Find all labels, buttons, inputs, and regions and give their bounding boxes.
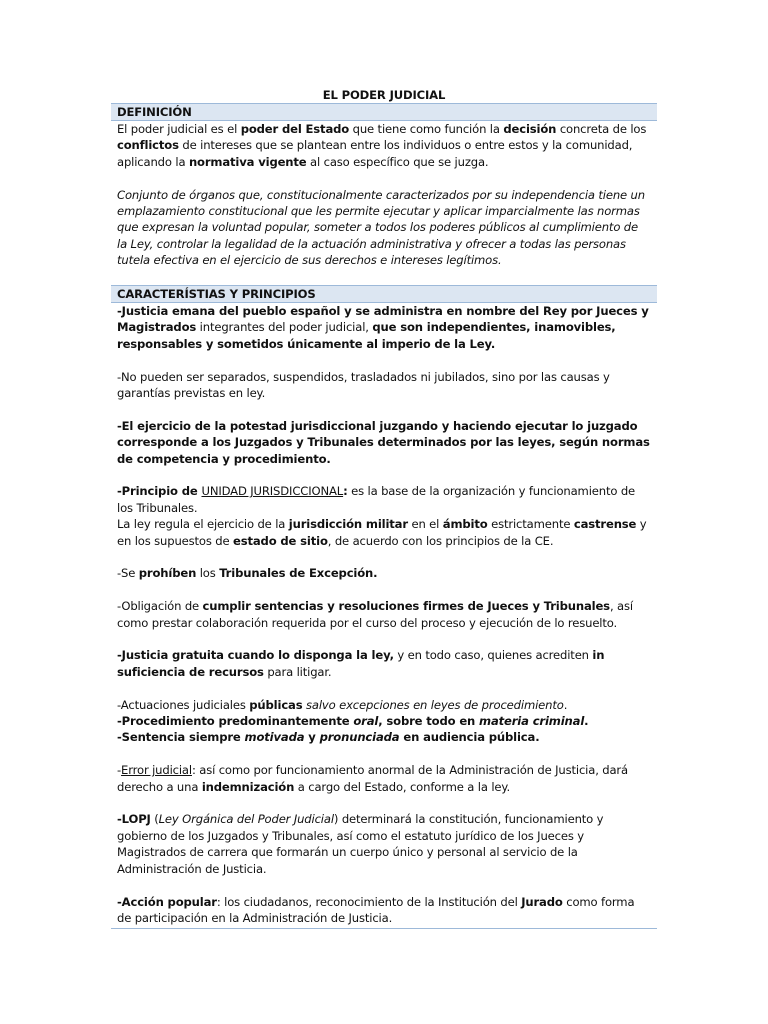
text-run: en el xyxy=(407,517,443,532)
text-run: jurisdicción militar xyxy=(288,517,408,532)
text-run: ámbito xyxy=(442,517,488,532)
paragraph-spacer xyxy=(117,467,651,483)
text-run: . xyxy=(584,714,589,729)
text-run: , sobre todo en xyxy=(378,714,480,729)
section-body xyxy=(111,121,657,269)
text-run: -Procedimiento predominantemente xyxy=(117,714,354,729)
paragraph xyxy=(117,303,651,352)
text-run: -Principio de xyxy=(117,484,202,499)
text-run: La ley regula el ejercicio de la xyxy=(117,517,289,532)
text-run: : así como por funcionamiento anormal de la Administración de Justicia, dará derecho a una xyxy=(117,763,629,794)
text-run: El poder judicial es el xyxy=(117,122,241,136)
text-run: ) determinará la constitución, funcionamiento y gobierno de los Juzgados y Tribunales, así como el estatuto jurídico de los Jueces y Magistrados de carrera que formarán un cuerpo único y personal al servicio de la Administración de Justicia. xyxy=(117,812,604,876)
text-run: -Justicia emana del pueblo español y se administra en nombre del Rey por Jueces y Magistrados xyxy=(117,304,649,335)
table-bottom-border xyxy=(111,926,657,929)
text-run: poder del Estado xyxy=(240,122,350,136)
text-run: los xyxy=(196,566,220,581)
paragraph xyxy=(117,697,651,746)
paragraph xyxy=(117,418,651,467)
text-run: como forma de participación en la Administración de Justicia. xyxy=(117,894,635,925)
text-run: Tribunales de Excepción. xyxy=(219,566,378,581)
text-run: integrantes del poder judicial, xyxy=(196,320,373,335)
text-run: estado de sitio xyxy=(233,533,328,548)
paragraph xyxy=(117,811,651,877)
text-run: de intereses que se plantean entre los individuos o entre estos y la comunidad, aplicando la xyxy=(117,138,633,169)
paragraph xyxy=(117,369,651,402)
text-run: -El ejercicio de la potestad jurisdiccional juzgando y haciendo ejecutar lo juzgado corresponde a los Juzgados y Tribunales determinados por las leyes, según normas de competencia y procedimiento. xyxy=(117,418,650,466)
text-run: prohíben xyxy=(138,566,197,581)
text-run: Jurado xyxy=(521,894,563,909)
text-run: y en los supuestos de xyxy=(117,517,647,548)
paragraph xyxy=(117,187,651,269)
paragraph-spacer xyxy=(117,680,651,696)
text-run: cumplir sentencias y resoluciones firmes de Jueces y Tribunales xyxy=(202,599,610,614)
text-run: castrense xyxy=(573,517,637,532)
document-title: EL PODER JUDICIAL xyxy=(322,88,446,102)
paragraph-spacer xyxy=(117,746,651,762)
paragraph xyxy=(117,565,651,581)
text-run: al caso específico que se juzga. xyxy=(306,154,489,169)
text-run: . xyxy=(563,697,568,712)
text-run: Error judicial xyxy=(121,763,192,778)
text-run: , de acuerdo con los principios de la CE. xyxy=(327,533,554,548)
text-run: indemnización xyxy=(201,779,295,794)
text-run: normativa vigente xyxy=(188,154,307,169)
text-run: y xyxy=(304,730,320,745)
paragraph-spacer xyxy=(117,170,651,186)
paragraph xyxy=(117,762,651,795)
text-run: conflictos xyxy=(117,138,179,153)
text-run: que son independientes, inamovibles, responsables y sometidos únicamente al imperio de la Ley. xyxy=(117,320,616,351)
text-run: pronunciada xyxy=(319,730,400,745)
text-run: : xyxy=(343,484,348,499)
text-run: - xyxy=(117,763,122,778)
paragraph xyxy=(117,598,651,631)
text-run: a cargo del Estado, conforme a la ley. xyxy=(294,779,510,794)
section-header: CARACTERÍSTIAS Y PRINCIPIOS xyxy=(111,285,657,303)
text-run: y en todo caso, quienes acrediten xyxy=(393,648,593,663)
paragraph xyxy=(117,483,651,549)
text-run: decisión xyxy=(503,122,557,136)
text-run: motivada xyxy=(244,730,305,745)
document-page xyxy=(111,87,657,929)
text-run: -Acción popular xyxy=(117,894,217,909)
text-run: concreta de los xyxy=(556,122,647,136)
paragraph xyxy=(117,647,651,680)
paragraph-spacer xyxy=(117,401,651,417)
text-run: oral xyxy=(353,714,379,729)
document-sections xyxy=(111,103,657,926)
paragraph-spacer xyxy=(117,877,651,893)
text-run: UNIDAD JURISDICCIONAL xyxy=(201,484,344,499)
text-run: : los ciudadanos, reconocimiento de la Institución del xyxy=(216,894,522,909)
text-run: públicas xyxy=(249,697,303,712)
text-run: para litigar. xyxy=(263,664,332,679)
paragraph xyxy=(117,894,651,927)
paragraph-spacer xyxy=(117,795,651,811)
text-run: -Justicia gratuita cuando lo disponga la ley, xyxy=(117,648,394,663)
text-run: , así como prestar colaboración requerida por el curso del proceso y ejecución de lo resuelto. xyxy=(117,599,633,630)
text-run: Ley Orgánica del Poder Judicial xyxy=(158,812,334,827)
paragraph-spacer xyxy=(117,549,651,565)
text-run: materia criminal xyxy=(479,714,585,729)
text-run: -Se xyxy=(117,566,139,581)
paragraph-spacer xyxy=(117,631,651,647)
text-run: en audiencia pública. xyxy=(399,730,540,745)
paragraph-spacer xyxy=(117,352,651,368)
text-run: -Sentencia siempre xyxy=(117,730,245,745)
text-run: -Actuaciones judiciales xyxy=(117,697,250,712)
paragraph-spacer xyxy=(117,582,651,598)
text-run: estrictamente xyxy=(487,517,574,532)
text-run: -No pueden ser separados, suspendidos, trasladados ni jubilados, sino por las causas y garantías previstas en ley. xyxy=(117,369,610,401)
text-run: ( xyxy=(150,812,159,827)
section-spacer xyxy=(111,269,657,285)
section-header: DEFINICIÓN xyxy=(111,103,657,121)
text-run: in suficiencia de recursos xyxy=(117,648,605,679)
text-run: Conjunto de órganos que, constitucionalmente caracterizados por su independencia tiene un emplazamiento constitucional que les permite ejecutar y aplicar imparcialmente las normas que expresan la voluntad popular, someter a todos los poderes públicos al cumplimiento de la Ley, controlar la legalidad de la actuación administrativa y ofrecer a todas las personas tutela efectiva en el ejercicio de sus derechos e intereses legítimos. xyxy=(117,187,645,268)
paragraph xyxy=(117,121,651,170)
text-run: que tiene como función la xyxy=(349,122,504,136)
section-body xyxy=(111,303,657,926)
text-run: -Obligación de xyxy=(117,599,203,614)
text-run: salvo excepciones en leyes de procedimiento xyxy=(302,697,564,712)
text-run: -LOPJ xyxy=(117,812,151,827)
text-run: es la base de la organización y funcionamiento de los Tribunales. xyxy=(117,484,636,515)
